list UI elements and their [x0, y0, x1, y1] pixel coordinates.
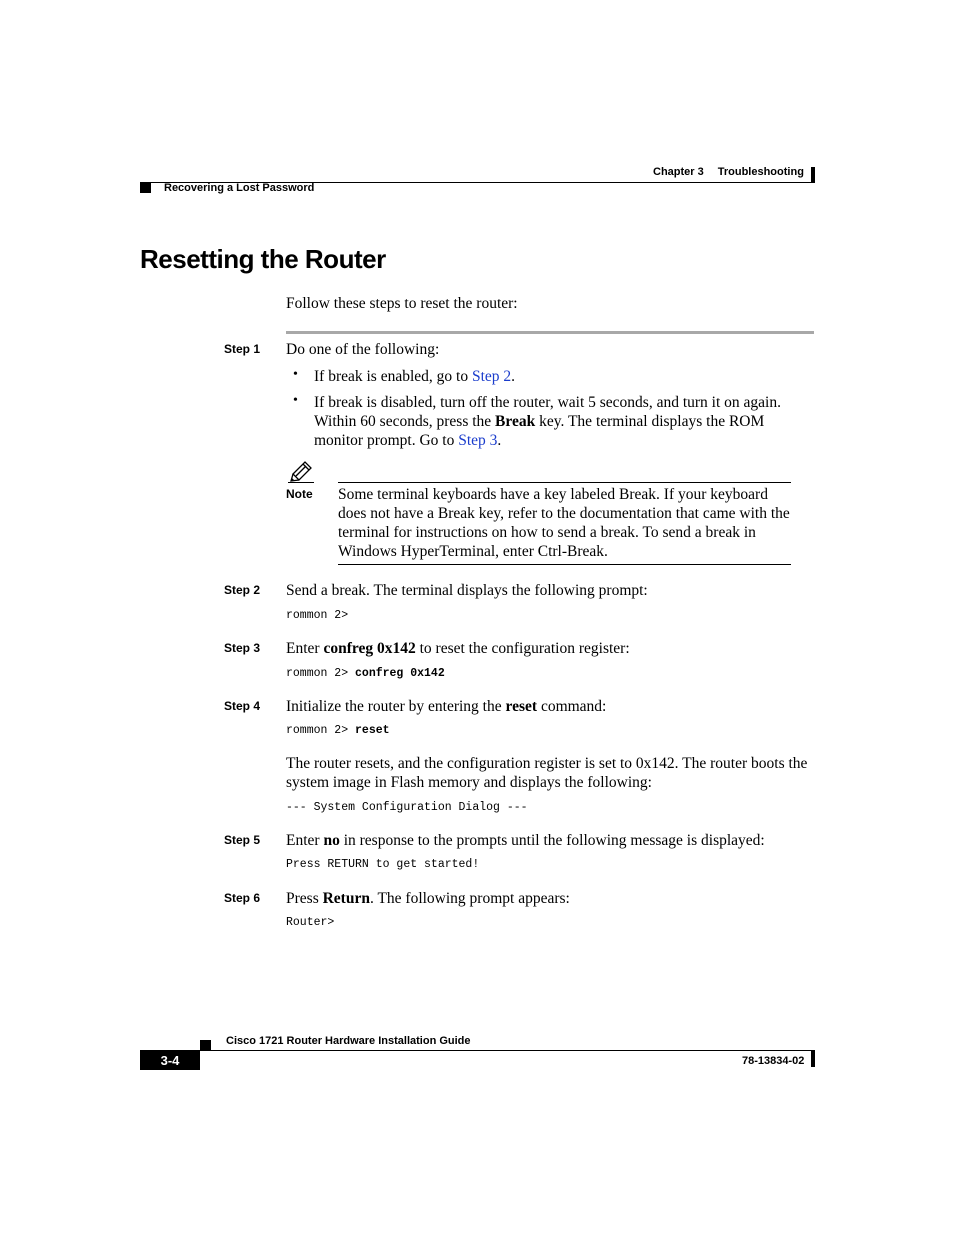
header-square-marker	[140, 183, 151, 193]
note-label: Note	[286, 487, 313, 501]
step2-link[interactable]: Step 2	[471, 368, 512, 385]
code-prompt: rommon 2>	[286, 724, 356, 737]
bullet-marker: •	[293, 393, 298, 408]
step5-text-after: in response to the prompts until the following message is displayed:	[339, 832, 765, 849]
step6-code: Router>	[286, 916, 335, 929]
bullet-1-end: .	[511, 368, 516, 385]
step5-text	[286, 831, 814, 850]
pencil-note-icon	[287, 459, 315, 483]
step1-text: Do one of the following:	[286, 341, 440, 358]
page-number: 3-4	[160, 1053, 180, 1068]
note-text: Some terminal keyboards have a key labeled Break. If your keyboard does not have a Break key, refer to the documentation that came with the terminal for instructions on how to send a break. To send a break in Windows HyperTerminal, enter Ctrl-Break.	[338, 486, 790, 560]
footer-guide-title: Cisco 1721 Router Hardware Installation Guide	[226, 1035, 471, 1047]
step6-text-before: Press	[286, 890, 323, 907]
step4-text-before: Initialize the router by entering the	[286, 698, 506, 715]
reset-command-bold: reset	[505, 698, 538, 715]
step3-code	[286, 667, 445, 680]
step4-label: Step 4	[224, 699, 261, 713]
step4-code-2: --- System Configuration Dialog ---	[286, 801, 528, 814]
chapter-number: Chapter 3	[653, 166, 704, 178]
step5-code: Press RETURN to get started!	[286, 858, 480, 871]
bullet-2-text: If break is disabled, turn off the router, wait 5 seconds, and turn it on again. Within 60 seconds, press the	[314, 394, 781, 430]
step1-bullet-1	[314, 367, 814, 386]
confreg-command-bold: confreg 0x142	[323, 640, 416, 657]
step1-bullet-2	[314, 393, 814, 450]
note-rule-top	[338, 482, 791, 483]
running-header-section: Recovering a Lost Password	[164, 182, 315, 194]
break-key-bold: Break	[495, 413, 536, 430]
code-prompt: rommon 2>	[286, 667, 356, 680]
steps-rule	[286, 331, 814, 334]
return-key-bold: Return	[322, 890, 370, 907]
step6-text	[286, 889, 814, 908]
bullet-2-end: .	[497, 432, 502, 449]
document-number: 78-13834-02	[742, 1055, 805, 1067]
footer-bar-marker	[811, 1051, 815, 1067]
note-rule-bottom	[338, 564, 791, 565]
chapter-title: Troubleshooting	[717, 166, 804, 178]
header-bar-marker	[811, 167, 815, 183]
footer-rule	[140, 1050, 815, 1051]
no-bold: no	[323, 832, 340, 849]
code-command: reset	[355, 724, 390, 737]
step3-text-before: Enter	[286, 640, 324, 657]
step4-text-after: command:	[537, 698, 607, 715]
step3-text-after: to reset the configuration register:	[415, 640, 630, 657]
step2-text: Send a break. The terminal displays the following prompt:	[286, 582, 648, 599]
bullet-1-text: If break is enabled, go to	[314, 368, 472, 385]
step4-paragraph: The router resets, and the configuration register is set to 0x142. The router boots the system image in Flash memory and displays the following:	[286, 755, 808, 791]
step3-link[interactable]: Step 3	[458, 432, 498, 449]
intro-text: Follow these steps to reset the router:	[286, 295, 518, 312]
code-command: confreg 0x142	[355, 667, 445, 680]
step5-text-before: Enter	[286, 832, 324, 849]
step4-code	[286, 724, 390, 737]
step2-label: Step 2	[224, 583, 261, 597]
step3-text	[286, 639, 814, 658]
step4-text	[286, 697, 814, 716]
bullet-marker: •	[293, 367, 298, 382]
step3-label: Step 3	[224, 641, 261, 655]
step6-label: Step 6	[224, 891, 261, 905]
step1-label: Step 1	[224, 342, 261, 356]
step2-code: rommon 2>	[286, 609, 349, 622]
running-header-chapter	[653, 166, 804, 178]
step6-text-after: . The following prompt appears:	[369, 890, 570, 907]
footer-square-marker	[200, 1040, 211, 1050]
page-title: Resetting the Router	[140, 244, 386, 274]
step5-label: Step 5	[224, 833, 261, 847]
bullet-2-middle: key. The terminal displays the ROM monitor prompt. Go to	[314, 413, 765, 449]
